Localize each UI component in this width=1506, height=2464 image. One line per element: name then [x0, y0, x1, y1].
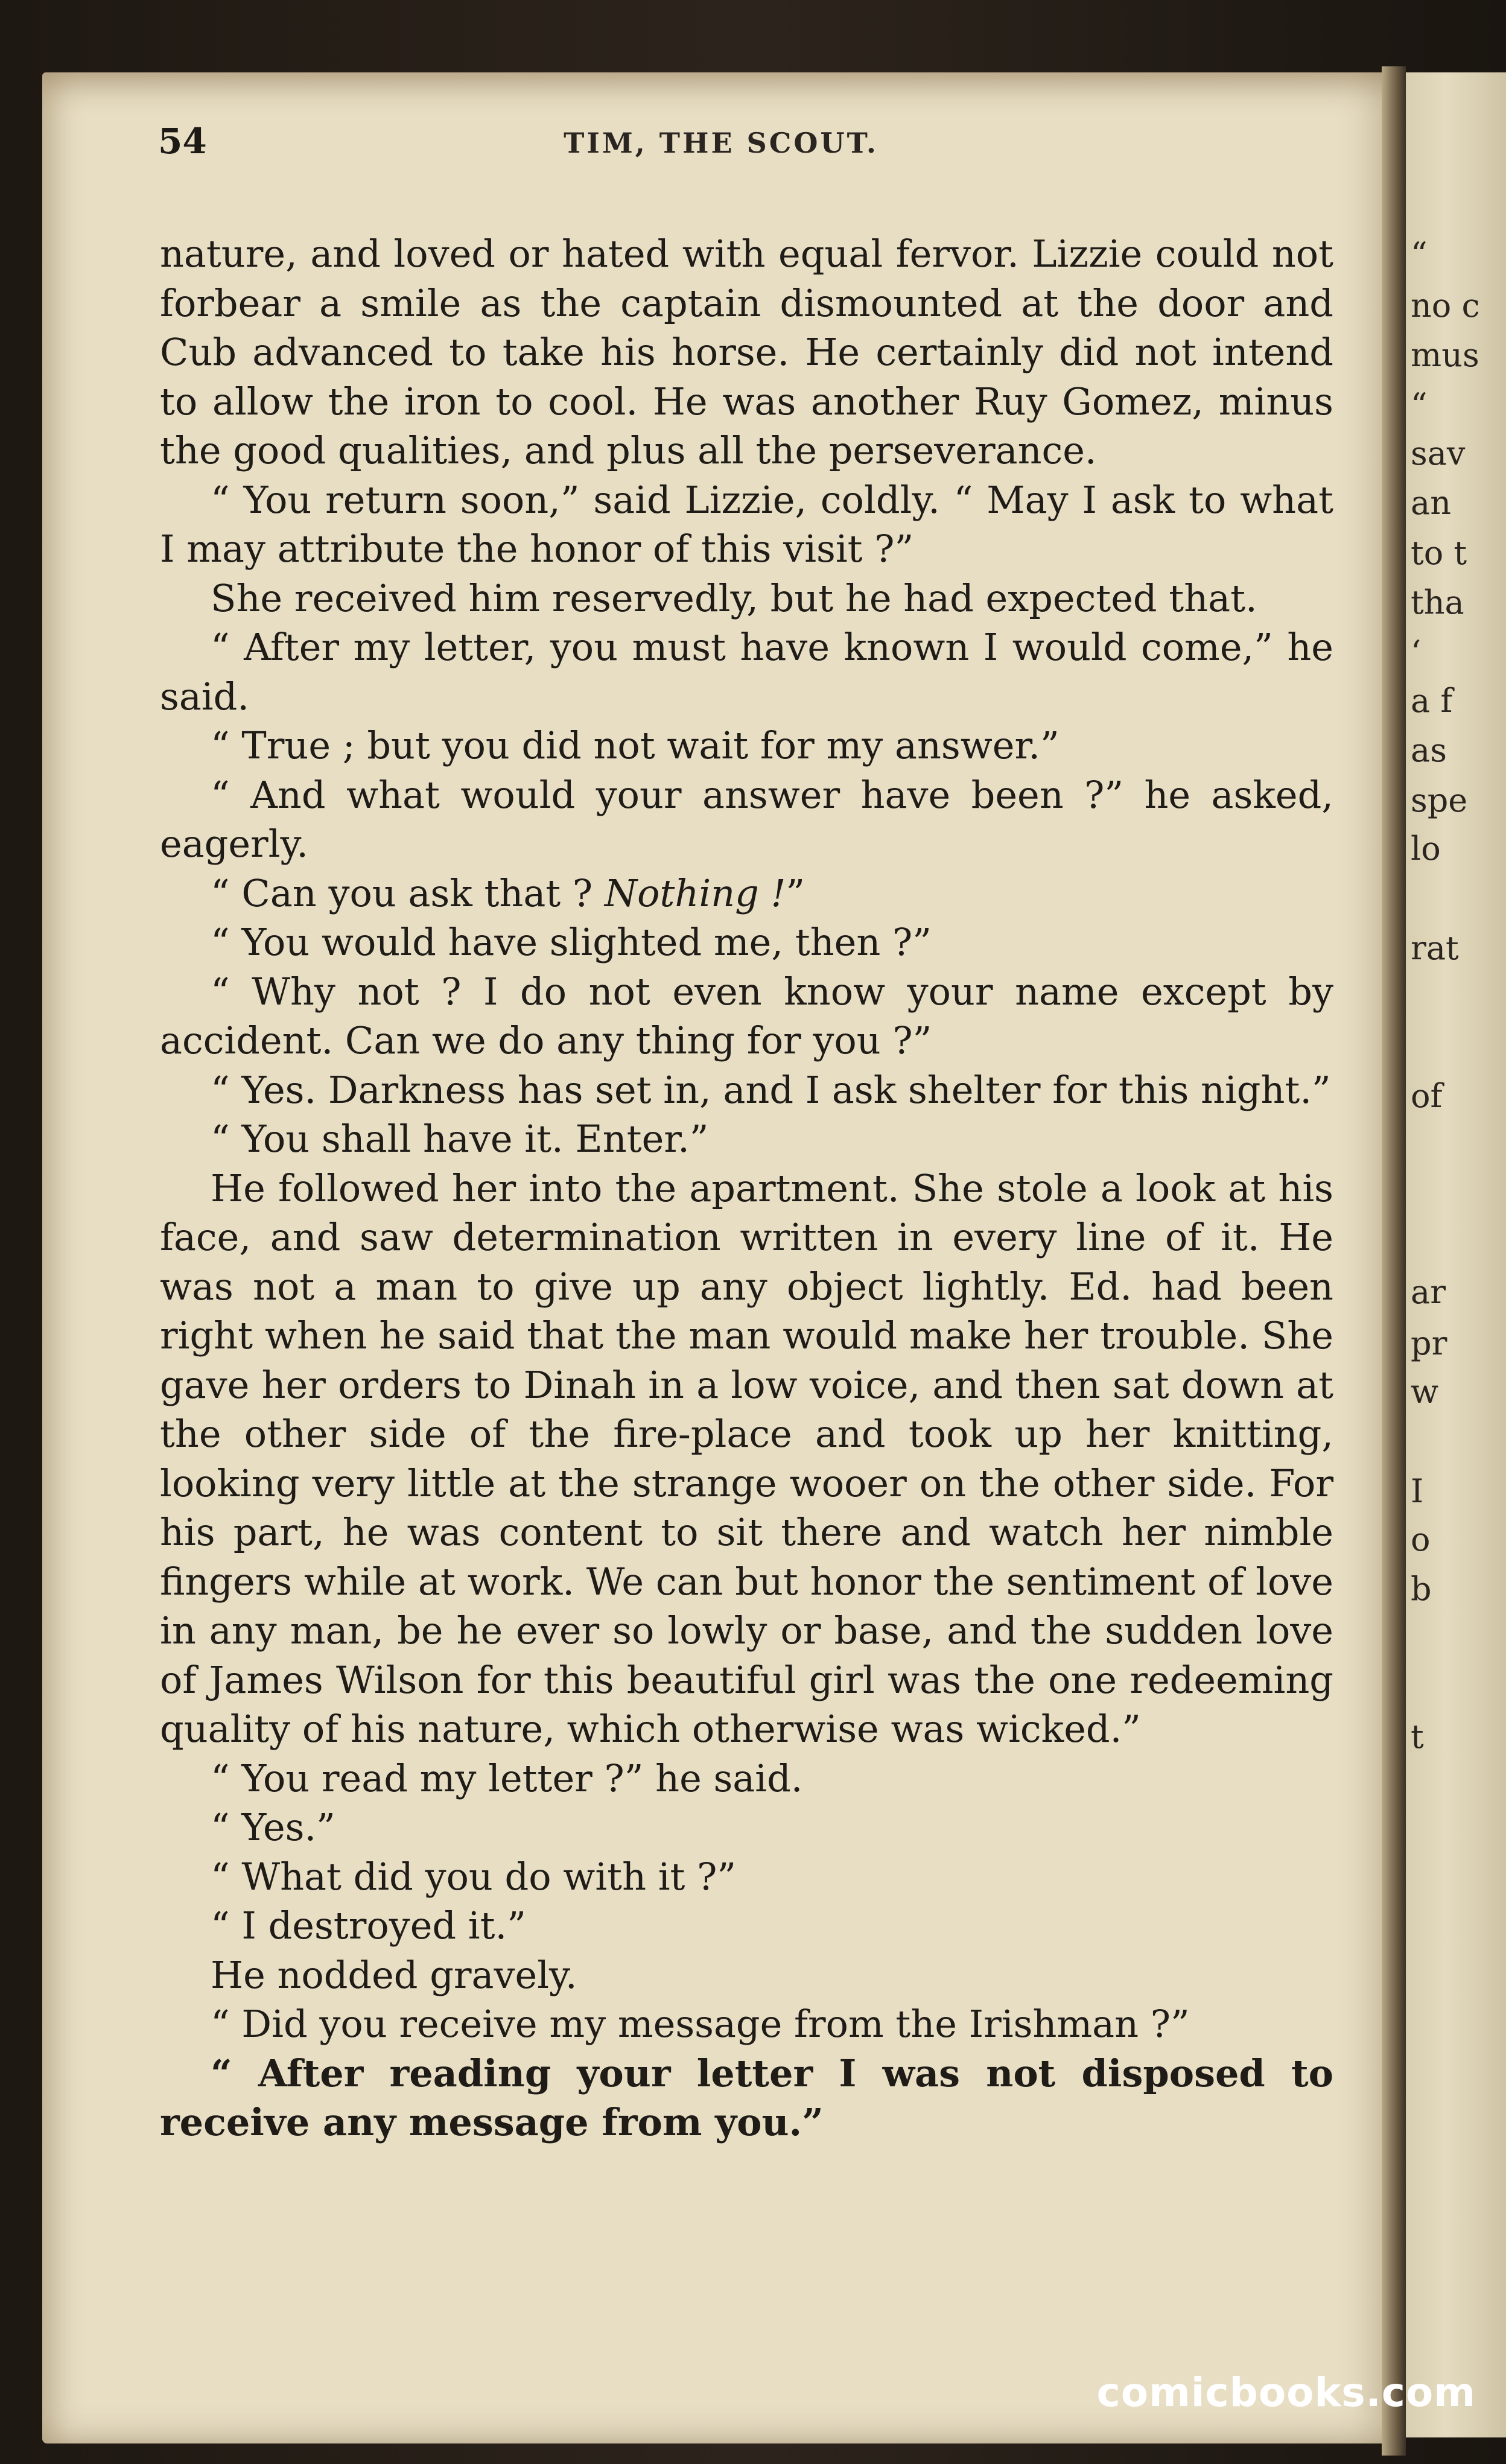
book-gutter — [1382, 66, 1406, 2456]
right-page-edge — [1406, 72, 1506, 2437]
paragraph: “ You read my letter ?” he said. — [211, 1756, 803, 1800]
paragraph: “ What did you do with it ?” — [211, 1854, 737, 1899]
paragraph — [160, 869, 1333, 918]
paragraph-text: “ Can you ask that ? — [211, 871, 605, 915]
paragraph: “ Yes. Darkness has set in, and I ask shelter for this night.” — [211, 1067, 1331, 1112]
page-header — [42, 121, 1400, 169]
paragraph: “ Yes.” — [211, 1805, 335, 1849]
paragraph: “ After my letter, you must have known I would come,” he said. — [160, 625, 1333, 719]
right-page-fragment: lo — [1411, 830, 1441, 868]
right-page-fragment: pr — [1411, 1324, 1447, 1362]
paragraph: nature, and loved or hated with equal fervor. Lizzie could not forbear a smile as the captain dismounted at the door and Cub advanced to take his horse. He certainly did not intend to allow the iron to cool. He was another Ruy Gomez, minus the good qualities, and plus all the perseverance. — [160, 232, 1333, 472]
right-page-fragment: tha — [1411, 583, 1464, 621]
right-page-fragment: mus — [1411, 336, 1479, 374]
right-page-fragment: an — [1411, 484, 1451, 522]
right-page-fragment: rat — [1411, 929, 1459, 967]
right-page-fragment: ar — [1411, 1273, 1446, 1311]
paragraph: “ I destroyed it.” — [211, 1904, 526, 1948]
right-page-fragment: sav — [1411, 434, 1466, 472]
paragraph: She received him reservedly, but he had expected that. — [211, 576, 1257, 620]
right-page-fragment: of — [1411, 1077, 1443, 1115]
right-page-fragment: spe — [1411, 781, 1468, 819]
paragraph: “ You would have slighted me, then ?” — [211, 920, 932, 964]
right-page-fragment: to t — [1411, 534, 1467, 572]
paragraph: He nodded gravely. — [211, 1952, 577, 1997]
paragraph-text: ” — [786, 871, 805, 915]
page-number: 54 — [158, 121, 207, 162]
paragraph: He followed her into the apartment. She stole a look at his face, and saw determination written in every line of it. He was not a man to give up any object lightly. Ed. had been right when he said that the man would make her trouble. She gave her orders to Dinah in a low voice, and then sat down at the other side of the fire-place and took up her knitting, looking very little at the strange wooer on the other side. For his part, he was content to sit there and watch her nimble fingers while at work. We can but honor the sentiment of love in any man, be he ever so lowly or base, and the sudden love of James Wilson for this beautiful girl was the one redeeming quality of his nature, which otherwise was wicked.” — [160, 1166, 1333, 1751]
right-page-fragment: t — [1411, 1718, 1424, 1756]
right-page-fragment: I — [1411, 1472, 1424, 1510]
right-page-fragment: as — [1411, 731, 1447, 769]
paragraph: “ Did you receive my message from the Irishman ?” — [211, 2002, 1190, 2046]
right-page-fragment: ‘ — [1411, 633, 1422, 672]
right-page-fragment: no c — [1411, 287, 1480, 325]
right-page-fragment: b — [1411, 1570, 1432, 1608]
body-text — [160, 229, 1333, 2147]
paragraph-italic-text: Nothing ! — [604, 871, 786, 915]
paragraph: “ Why not ? I do not even know your name except by accident. Can we do any thing for you ?” — [160, 969, 1333, 1062]
right-page-fragment: “ — [1411, 235, 1428, 273]
running-head: TIM, THE SCOUT. — [564, 127, 878, 159]
paragraph: “ And what would your answer have been ?” he asked, eagerly. — [160, 772, 1333, 866]
right-page-fragment: a f — [1411, 682, 1453, 720]
right-page-fragment: “ — [1411, 386, 1428, 424]
right-page-fragment: w — [1411, 1373, 1439, 1411]
paragraph: “ After reading your letter I was not disposed to receive any message from you.” — [160, 2051, 1333, 2144]
watermark: comicbooks.com — [1096, 2369, 1476, 2416]
paragraph: “ You return soon,” said Lizzie, coldly. “ May I ask to what I may attribute the honor of this visit ?” — [160, 477, 1333, 571]
paragraph: “ You shall have it. Enter.” — [211, 1117, 709, 1161]
right-page-fragment: o — [1411, 1520, 1431, 1558]
paragraph: “ True ; but you did not wait for my answer.” — [211, 723, 1060, 767]
